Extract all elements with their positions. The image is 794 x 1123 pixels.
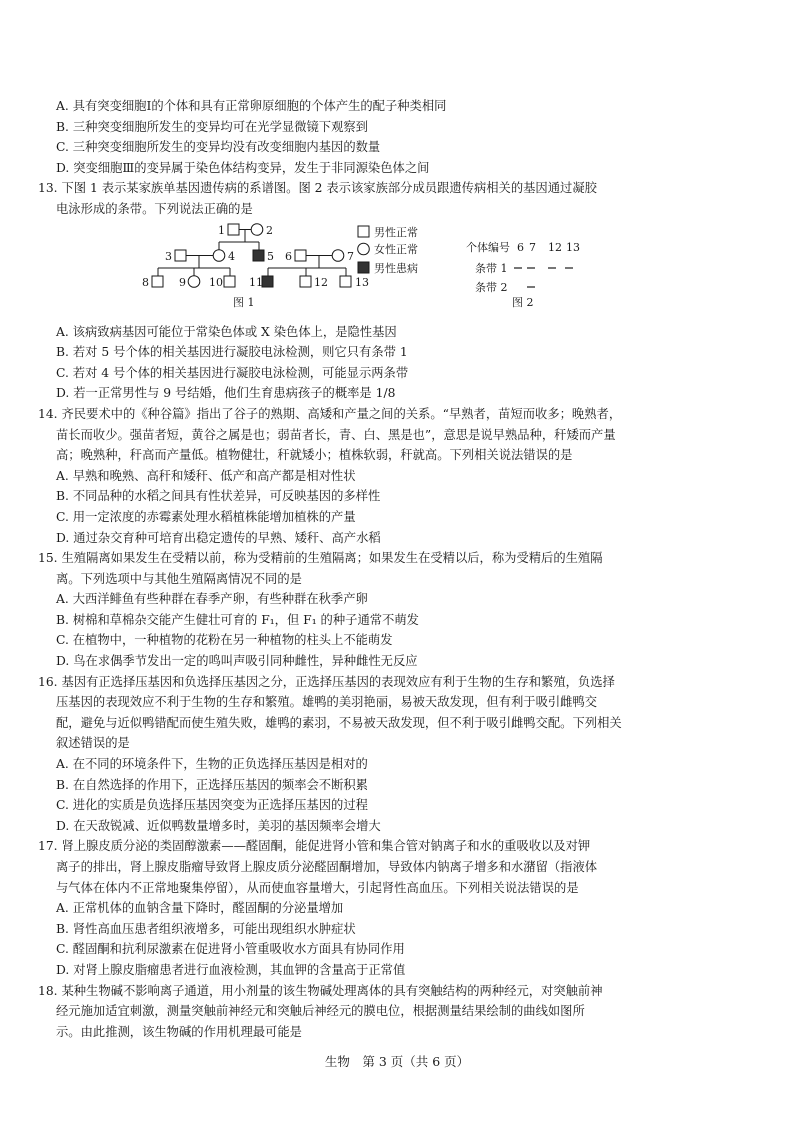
pedigree-label-10: 10: [209, 275, 223, 289]
q16-option-d: D. 在天敌锐减、近似鸭数量增多时，美羽的基因频率会增大: [56, 818, 381, 833]
pedigree-label-3: 3: [165, 249, 172, 263]
q14-option-d: D. 通过杂交育种可培育出稳定遗传的早熟、矮秆、高产水稻: [56, 530, 381, 545]
pedigree-individual-4: [213, 249, 225, 261]
q14-option-b: B. 不同品种的水稻之间具有性状差异，可反映基因的多样性: [56, 489, 381, 504]
q18-stem-line-2: 经元施加适宜刺激，测量突触前神经元和突触后神经元的膜电位，根据测量结果绘制的曲线如图所: [56, 1004, 585, 1019]
pedigree-label-6: 6: [285, 249, 292, 263]
q12-block: [38, 96, 760, 178]
pedigree-label-5: 5: [267, 249, 274, 263]
q17-option-b: B. 肾性高血压患者组织液增多，可能出现组织水肿症状: [56, 921, 356, 936]
q12-option-c: C. 三种突变细胞所发生的变异均没有改变细胞内基因的数量: [56, 140, 381, 155]
pedigree-individual-13: [340, 276, 351, 287]
q13-option-b: B. 若对 5 号个体的相关基因进行凝胶电泳检测，则它只有条带 1: [56, 345, 408, 360]
q18-stem-line-3: 示。由此推测，该生物碱的作用机理最可能是: [56, 1024, 302, 1039]
legend-male-affected-label: 男性患病: [374, 261, 418, 275]
pedigree-individual-12: [300, 276, 311, 287]
fig2-id-7: 7: [529, 240, 536, 254]
q17-stem-line-3: 与气体在体内不正常地聚集停留），从而使血容量增大，引起肾性高血压。下列相关说法错误的是: [56, 880, 579, 895]
pedigree-individual-7: [332, 249, 344, 261]
q15-option-c: C. 在植物中，一种植物的花粉在另一种植物的柱头上不能萌发: [56, 633, 393, 648]
q15-option-b: B. 树棉和草棉杂交能产生健壮可育的 F₁，但 F₁ 的种子通常不萌发: [56, 612, 419, 627]
legend-male-affected-icon: [358, 262, 369, 273]
q16-stem-line-2: 压基因的表现效应不利于生物的生存和繁殖。雄鸭的美羽艳丽，易被天敌发现，但有利于吸引雌鸭交: [56, 695, 598, 710]
q17-block: [38, 836, 760, 980]
q17-option-a: A. 正常机体的血钠含量下降时，醛固酮的分泌量增加: [56, 901, 344, 916]
q16-option-b: B. 在自然选择的作用下，正选择压基因的频率会不断积累: [56, 777, 368, 792]
q18-stem-line-1: 18. 某种生物碱不影响离子通道，用小剂量的该生物碱处理离体的具有突触结构的两种经元，对突触前神: [38, 983, 603, 998]
q13-block: [38, 178, 760, 404]
q17-stem-line-1: 17. 肾上腺皮质分泌的类固醇激素——醛固酮，能促进肾小管和集合管对钠离子和水的重吸收以及对钾: [38, 839, 591, 854]
q14-option-c: C. 用一定浓度的赤霉素处理水稻植株能增加植株的产量: [56, 509, 356, 524]
pedigree-individual-11: [262, 276, 273, 287]
q16-stem-line-4: 叙述错误的是: [56, 736, 130, 751]
q15-stem-line-1: 15. 生殖隔离如果发生在受精以前，称为受精前的生殖隔离；如果发生在受精以后，称为受精后的生殖隔: [38, 551, 603, 566]
q13-option-a: A. 该病致病基因可能位于常染色体或 X 染色体上，是隐性基因: [56, 324, 397, 339]
q13-option-d: D. 若一正常男性与 9 号结婚，他们生育患病孩子的概率是 1/8: [56, 386, 396, 401]
pedigree-individual-9: [188, 275, 200, 287]
pedigree-individual-5: [253, 250, 264, 261]
pedigree-individual-3: [175, 250, 186, 261]
pedigree-label-7: 7: [347, 249, 354, 263]
pedigree-label-9: 9: [179, 275, 186, 289]
q13-figures: [38, 222, 760, 318]
q16-stem-line-3: 配，避免与近似鸭错配而使生殖失败，雄鸭的素羽，不易被天敌发现，但不利于吸引雌鸭交配。下列相关: [56, 715, 622, 730]
figure2-caption: 图 2: [512, 295, 534, 309]
q13-stem-line-1: 13. 下图 1 表示某家族单基因遗传病的系谱图。图 2 表示该家族部分成员跟遗传病相关的基因通过凝胶: [38, 181, 597, 196]
q17-option-d: D. 对肾上腺皮脂瘤患者进行血液检测，其血钾的含量高于正常值: [56, 962, 406, 977]
q16-option-a: A. 在不同的环境条件下，生物的正负选择压基因是相对的: [56, 757, 368, 772]
fig2-header-label: 个体编号: [466, 240, 510, 254]
pedigree-figure: [38, 222, 760, 318]
pedigree-individual-1: [228, 224, 239, 235]
figure1-caption: 图 1: [233, 295, 255, 309]
legend-female-normal-label: 女性正常: [374, 242, 418, 256]
fig2-id-13: 13: [566, 240, 580, 254]
q14-block: [38, 404, 760, 548]
pedigree-individual-6: [295, 250, 306, 261]
q14-stem-line-1: 14. 齐民要术中的《种谷篇》指出了谷子的熟期、高矮和产量之间的关系。“早熟者，苗短而收多；晚熟者，: [38, 406, 622, 421]
pedigree-label-8: 8: [142, 275, 149, 289]
fig2-band2-label: 条带 2: [475, 280, 508, 294]
pedigree-individual-2: [251, 223, 263, 235]
q14-option-a: A. 早熟和晚熟、高秆和矮秆、低产和高产都是相对性状: [56, 468, 356, 483]
q14-stem-line-3: 高；晚熟种，秆高而产量低。植物健壮，秆就矮小；植株软弱，秆就高。下列相关说法错误的是: [56, 448, 573, 463]
q16-stem-line-1: 16. 基因有正选择压基因和负选择压基因之分，正选择压基因的表现效应有利于生物的生存和繁殖，负选择: [38, 674, 615, 689]
q13-stem-line-2: 电泳形成的条带。下列说法正确的是: [56, 201, 253, 216]
q12-option-b: B. 三种突变细胞所发生的变异均可在光学显微镜下观察到: [56, 119, 368, 134]
exam-page: [38, 96, 760, 1042]
legend-female-normal-icon: [358, 243, 370, 255]
q15-option-a: A. 大西洋鲱鱼有些种群在春季产卵，有些种群在秋季产卵: [56, 592, 368, 607]
q16-block: [38, 672, 760, 837]
pedigree-label-1: 1: [218, 223, 225, 237]
q15-block: [38, 548, 760, 672]
pedigree-label-11: 11: [249, 275, 263, 289]
pedigree-individual-10: [224, 276, 235, 287]
q17-option-c: C. 醛固酮和抗利尿激素在促进肾小管重吸收水方面具有协同作用: [56, 942, 405, 957]
fig2-band1-label: 条带 1: [475, 261, 508, 275]
pedigree-label-12: 12: [314, 275, 328, 289]
legend-male-normal-icon: [358, 226, 369, 237]
legend-male-normal-label: 男性正常: [374, 225, 418, 239]
page-footer: 生物 第 3 页（共 6 页）: [324, 1054, 470, 1069]
pedigree-individual-8: [152, 276, 163, 287]
fig2-id-12: 12: [548, 240, 562, 254]
q18-block: [38, 981, 760, 1043]
q15-stem-line-2: 离。下列选项中与其他生殖隔离情况不同的是: [56, 571, 302, 586]
pedigree-label-13: 13: [355, 275, 369, 289]
pedigree-label-4: 4: [228, 249, 235, 263]
q12-option-d: D. 突变细胞Ⅲ的变异属于染色体结构变异，发生于非同源染色体之间: [56, 160, 430, 175]
q16-option-c: C. 进化的实质是负选择压基因突变为正选择压基因的过程: [56, 798, 368, 813]
q14-stem-line-2: 苗长而收少。强苗者短，黄谷之属是也；弱苗者长，青、白、黑是也”，意思是说早熟品种，秆矮而产量: [56, 427, 616, 442]
q17-stem-line-2: 离子的排出，肾上腺皮脂瘤导致肾上腺皮质分泌醛固酮增加，导致体内钠离子增多和水潴留（指液体: [56, 860, 598, 874]
pedigree-label-2: 2: [266, 223, 273, 237]
fig2-id-6: 6: [517, 240, 524, 254]
q12-option-a: A. 具有突变细胞Ⅰ的个体和具有正常卵原细胞的个体产生的配子种类相同: [56, 99, 447, 113]
q13-option-c: C. 若对 4 号个体的相关基因进行凝胶电泳检测，可能显示两条带: [56, 365, 409, 380]
q15-option-d: D. 鸟在求偶季节发出一定的鸣叫声吸引同种雌性，异种雌性无反应: [56, 654, 418, 669]
